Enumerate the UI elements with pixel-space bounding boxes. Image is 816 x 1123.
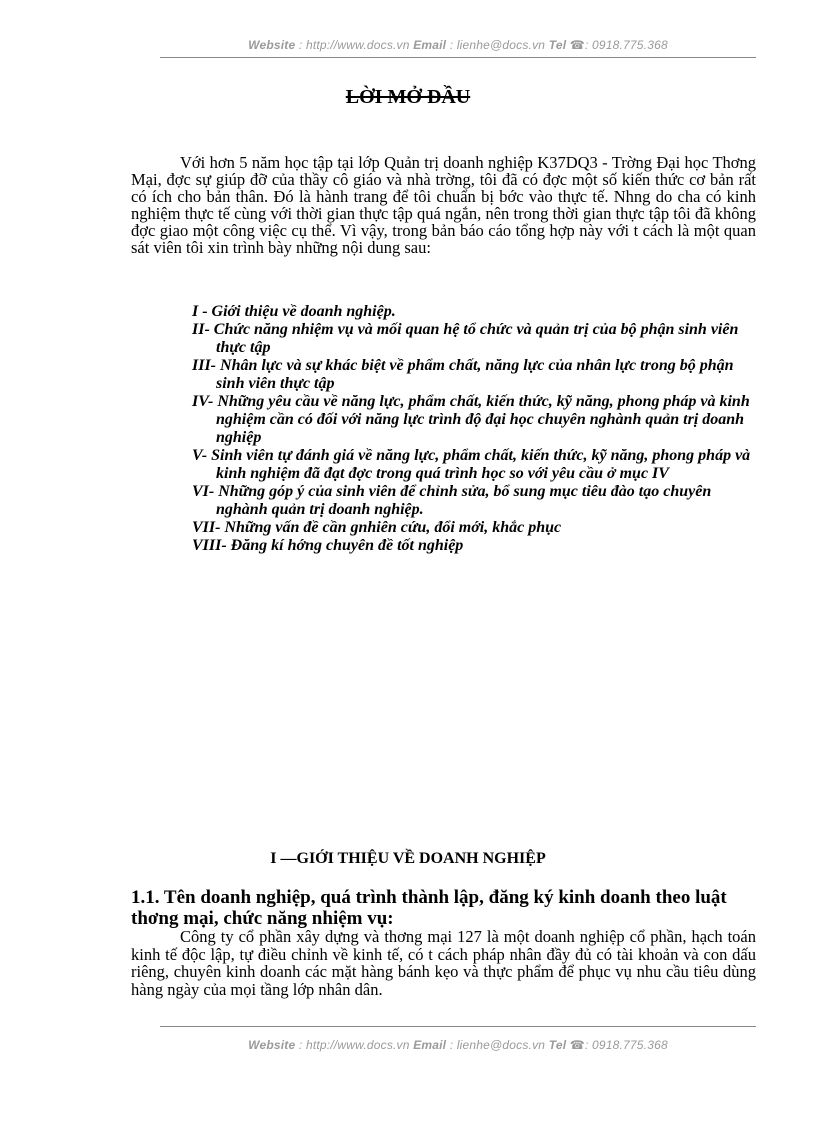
intro-text: Với hơn 5 năm học tập tại lớp Quản trị doanh nghiệp K37DQ3 - Trờng Đại học Thơng Mại, đợc sự giúp đỡ của thầy cô giáo và nhà trờng, tôi đã có đợc một số kiến thức cơ bản rất có ích cho bản thân. Đó là hành trang để tôi chuẩn bị bớc vào thực tế. Nhng do cha có kinh nghiệm thực tế cùng với thời gian thực tập quá ngắn, nên trong thời gian thực tập tôi đã không đợc giao một công việc cụ thể. Vì vậy, trong bản báo cáo tổng hợp này với t cách là một quan sát viên tôi xin trình bày những nội dung sau:	[131, 153, 756, 257]
page-header	[160, 38, 756, 52]
list-item: V- Sinh viên tự đánh giá về năng lực, phẩm chất, kiến thức, kỹ năng, phong pháp và kinh nghiệm đã đạt đợc trong quá trình học so với yêu cầu ở mục IV	[192, 447, 751, 482]
contents-list	[192, 303, 762, 555]
website-link[interactable]: : http://www.docs.vn	[298, 1038, 410, 1052]
list-item: VIII- Đăng kí hớng chuyên đề tốt nghiệp	[192, 537, 464, 554]
phone-icon: ☎	[569, 38, 585, 52]
tel-value: : 0918.775.368	[584, 38, 668, 52]
body-paragraph	[131, 928, 756, 998]
email-link[interactable]: : lienhe@docs.vn	[449, 1038, 546, 1052]
tel-label: Tel	[548, 1038, 567, 1052]
email-link[interactable]: : lienhe@docs.vn	[449, 38, 546, 52]
list-item: VI- Những góp ý của sinh viên để chỉnh sửa, bổ sung mục tiêu đào tạo chuyên nghành quản trị doanh nghiệp.	[192, 483, 712, 518]
footer-rule	[160, 1026, 756, 1027]
website-link[interactable]: : http://www.docs.vn	[298, 38, 410, 52]
page-footer	[160, 1038, 756, 1052]
header-rule	[160, 57, 756, 58]
subsection-heading: 1.1. Tên doanh nghiệp, quá trình thành lập, đăng ký kinh doanh theo luật thơng mại, chức năng nhiệm vụ:	[131, 887, 727, 929]
website-label: Website	[248, 1038, 296, 1052]
list-item: I - Giới thiệu về doanh nghiệp.	[192, 303, 396, 320]
list-item: IV- Những yêu cầu về năng lực, phẩm chất, kiến thức, kỹ năng, phong pháp và kinh nghiệm cần có đối với năng lực trình độ đại học chuyên nghành quản trị doanh nghiệp	[192, 393, 750, 446]
list-item: VII- Những vấn đề cần gnhiên cứu, đổi mới, khắc phục	[192, 519, 562, 536]
tel-label: Tel	[548, 38, 567, 52]
phone-icon: ☎	[569, 1038, 585, 1052]
list-item: II- Chức năng nhiệm vụ và mối quan hệ tổ chức và quản trị của bộ phận sinh viên thực tập	[192, 321, 739, 356]
email-label: Email	[413, 38, 447, 52]
body-text: Công ty cổ phần xây dựng và thơng mại 127 là một doanh nghiệp cổ phần, hạch toán kinh tế độc lập, tự điều chỉnh về kinh tế, có t cách pháp nhân đầy đủ có tài khoản và con dấu riêng, chuyên kinh doanh các mặt hàng bánh kẹo và thực phẩm để phục vụ nhu cầu tiêu dùng hàng ngày của mọi tầng lớp nhân dân.	[131, 927, 756, 999]
section-heading: I —GIỚI THIỆU VỀ DOANH NGHIỆP	[270, 850, 546, 867]
intro-paragraph	[131, 154, 756, 256]
page-title: LỜI MỞ ĐẦU	[345, 86, 471, 108]
email-label: Email	[413, 1038, 447, 1052]
tel-value: : 0918.775.368	[584, 1038, 668, 1052]
list-item: III- Nhân lực và sự khác biệt về phẩm chất, năng lực của nhân lực trong bộ phận sinh viên thực tập	[192, 357, 734, 392]
website-label: Website	[248, 38, 296, 52]
